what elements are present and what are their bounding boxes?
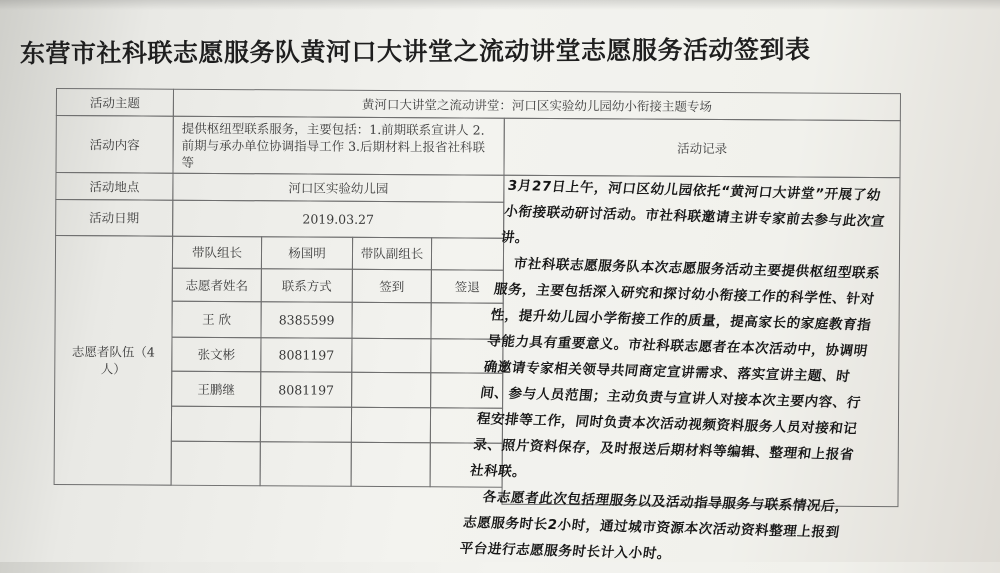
empty-cell xyxy=(260,406,352,443)
topic-label: 活动主题 xyxy=(56,88,174,117)
empty-cell xyxy=(171,406,261,443)
volunteer-contact: 8081197 xyxy=(260,371,352,408)
leader-label: 带队组长 xyxy=(172,236,262,270)
location-value: 河口区实验幼儿园 xyxy=(172,173,504,203)
deputy-label: 带队副组长 xyxy=(352,237,432,270)
volunteer-name: 张文彬 xyxy=(171,337,261,373)
empty-cell xyxy=(171,441,261,487)
empty-cell xyxy=(351,442,431,487)
record-paragraph: 市社科联志愿服务队本次志愿服务活动主要提供枢纽型联系服务，主要包括深入研究和探讨幼小衔接工作的科学性、针对性，提升幼儿园小学衔接工作的质量，提高家长的家庭教育指导能力具有重要意义。市社科联志愿者在本次活动中，协调明确邀请专家相关领导共同商定宣讲需求、落实宣讲主题、时间、参与人员范围；主动负责与宣讲人对接本次主要内容、行程安排等工作，同时负责本次活动视频资料服务人员对接和记录、照片资料保存，及时报送后期材料等编辑、整理和上报省社科联。 xyxy=(468,255,882,481)
volunteer-name: 王鹏继 xyxy=(171,371,261,408)
volunteer-signin xyxy=(351,372,431,408)
topic-value: 黄河口大讲堂之流动讲堂：河口区实验幼儿园幼小衔接主题专场 xyxy=(173,89,901,121)
volunteer-contact: 8385599 xyxy=(260,301,352,339)
volunteer-signin xyxy=(351,338,431,373)
record-paragraph: 3月27日上午，河口区幼儿园依托“黄河口大讲堂”开展了幼小衔接联动研讨活动。市社科联邀请主讲专家前去参与此次宣讲。 xyxy=(499,177,886,247)
deputy-value xyxy=(431,237,504,270)
header-name: 志愿者姓名 xyxy=(172,268,262,303)
record-label: 活动记录 xyxy=(503,118,900,178)
header-signin: 签到 xyxy=(352,269,432,303)
date-label: 活动日期 xyxy=(55,199,173,237)
location-label: 活动地点 xyxy=(55,172,173,201)
team-label: 志愿者队伍（4人） xyxy=(54,235,174,486)
content-label: 活动内容 xyxy=(55,115,173,174)
volunteer-name: 王 欣 xyxy=(171,301,261,339)
volunteer-signin xyxy=(351,302,431,339)
date-value: 2019.03.27 xyxy=(172,200,504,239)
header-signout: 签退 xyxy=(431,269,504,303)
content-value: 提供枢纽型联系服务，主要包括：1.前期联系宣讲人 2.前期与承办单位协调指导工作 3.后期材料上报省社科联等 xyxy=(172,116,504,176)
empty-cell xyxy=(260,441,352,487)
record-paragraph: 各志愿者此次包括理服务以及活动指导服务与联系情况后，志愿服务时长2小时，通过城市资源本次活动资料整理上报到平台进行志愿服务时长计入小时。 xyxy=(458,489,851,563)
handwritten-record xyxy=(458,173,894,563)
form-title: 东营市社科联志愿服务队黄河口大讲堂之流动讲堂志愿服务活动签到表 xyxy=(19,35,811,69)
header-contact: 联系方式 xyxy=(261,268,353,303)
leader-value: 杨国明 xyxy=(261,236,353,270)
volunteer-contact: 8081197 xyxy=(260,337,352,373)
empty-cell xyxy=(351,407,431,443)
